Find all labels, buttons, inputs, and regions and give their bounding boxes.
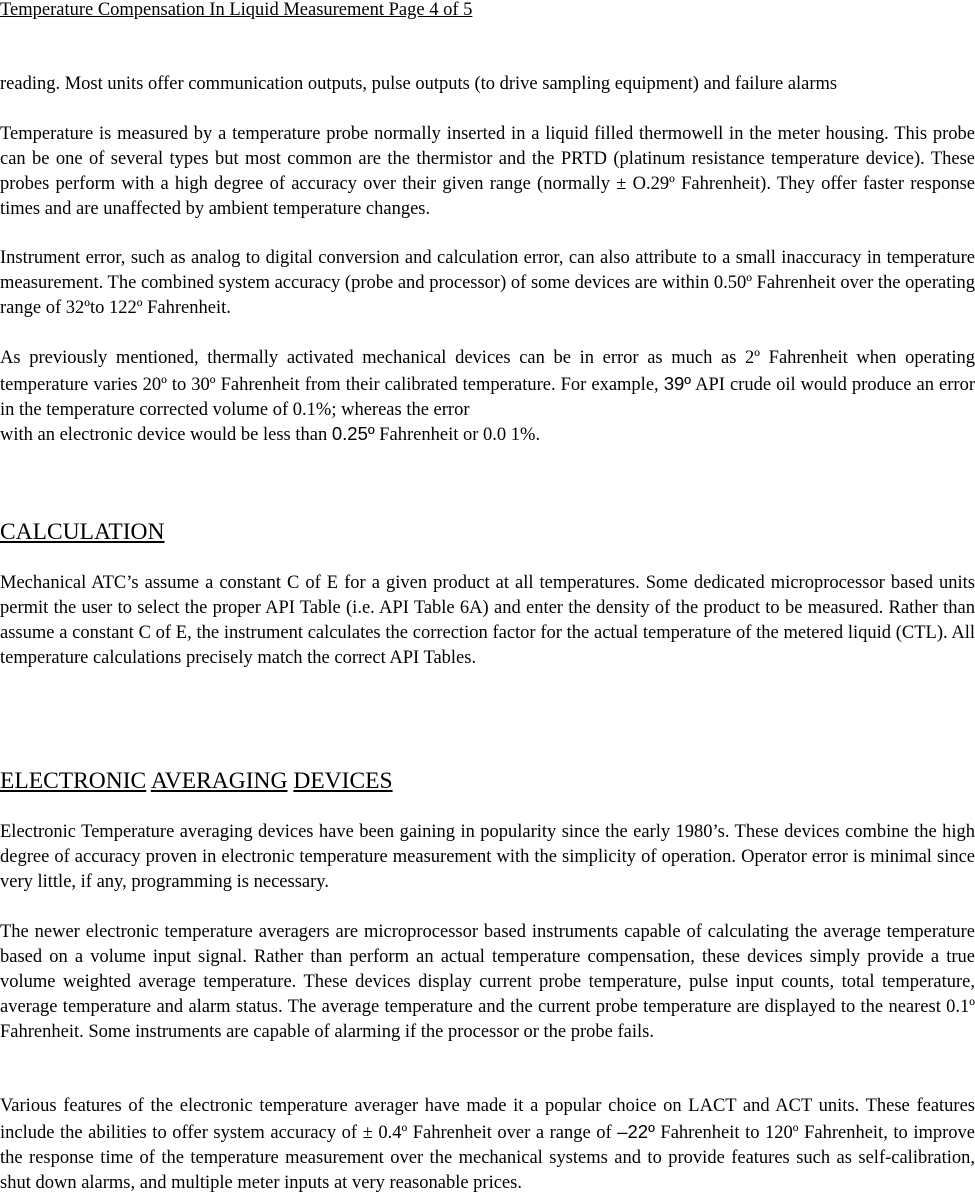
heading-word: AVERAGING (150, 768, 288, 794)
paragraph-electronic-averaging-intro: Electronic Temperature averaging devices have been gaining in popularity since the early 1980’s. These devices combine the high degree of accuracy proven in electronic temperature measurement with the simplicity of operation. Operator error is minimal since very little, if any, programming is necessary. (0, 822, 975, 892)
paragraph-text: API crude oil would produce an error in the temperature corrected volume of 0.1%; whereas the error (0, 375, 975, 420)
heading-word: ELECTRONIC (0, 768, 147, 794)
paragraph-text: Various features of the electronic temperature averager have made it a popular choice on LACT and ACT units. These features include the abilities to offer system accuracy of ± 0.4º Fahrenheit over a range of (0, 1096, 975, 1143)
range-low-value: –22º (617, 1121, 655, 1142)
paragraph-instrument-error: Instrument error, such as analog to digital conversion and calculation error, can also attribute to a small inaccuracy in temperature measurement. The combined system accuracy (probe and processor) of some devices are within 0.50º Fahrenheit over the operating range of 32ºto 122º Fahrenheit. (0, 248, 975, 318)
api-gravity-value: 39º (663, 373, 692, 394)
heading-word: DEVICES (293, 768, 393, 794)
paragraph-calculation: Mechanical ATC’s assume a constant C of E for a given product at all temperatures. Some dedicated microprocessor based units permit the user to select the proper API Table (i.e. API Table 6A) and enter the density of the product to be measured. Rather than assume a constant C of E, the instrument calculates the correction factor for the actual temperature of the metered liquid (CTL). All temperature calculations precisely match the correct API Tables. (0, 573, 975, 668)
paragraph-features (0, 1094, 975, 1196)
paragraph-mechanical-error (0, 346, 975, 423)
paragraph-text: As previously mentioned, thermally activated mechanical devices can be in error as much as 2º Fahrenheit when operating temperature varies 20º to 30º Fahrenheit from their calibrated temperature. For example, (0, 348, 975, 395)
paragraph-readings: reading. Most units offer communication outputs, pulse outputs (to drive sampling equipment) and failure alarms (0, 74, 838, 94)
paragraph-text: Fahrenheit to 120º Fahrenheit, to improve the response time of the temperature measurement over the mechanical systems and to provide features such as self-calibration, shut down alarms, and multiple meter inputs at very reasonable prices. (0, 1123, 975, 1193)
paragraph-temperature-probe: Temperature is measured by a temperature probe normally inserted in a liquid filled thermowell in the meter housing. This probe can be one of several types but most common are the thermistor and the PRTD (platinum resistance temperature device). These probes perform with a high degree of accuracy over their given range (normally ± O.29º Fahrenheit). They offer faster response times and are unaffected by ambient temperature changes. (0, 124, 975, 219)
section-heading-calculation (0, 518, 165, 546)
error-value: 0.25º (331, 423, 375, 444)
paragraph-newer-averagers: The newer electronic temperature averagers are microprocessor based instruments capable of calculating the average temperature based on a volume input signal. Rather than perform an actual temperature compensation, these devices simply provide a true volume weighted average temperature. These devices display current probe temperature, pulse input counts, total temperature, average temperature and alarm status. The average temperature and the current probe temperature are displayed to the nearest 0.1º Fahrenheit. Some instruments are capable of alarming if the processor or the probe fails. (0, 922, 975, 1042)
paragraph-text: with an electronic device would be less than (0, 425, 328, 445)
paragraph-electronic-error (0, 421, 975, 448)
paragraph-text: Fahrenheit or 0.0 1%. (379, 425, 541, 445)
page-header: Temperature Compensation In Liquid Measurement Page 4 of 5 (0, 0, 473, 20)
heading-text: CALCULATION (0, 519, 165, 545)
section-heading-electronic-averaging (0, 767, 393, 795)
